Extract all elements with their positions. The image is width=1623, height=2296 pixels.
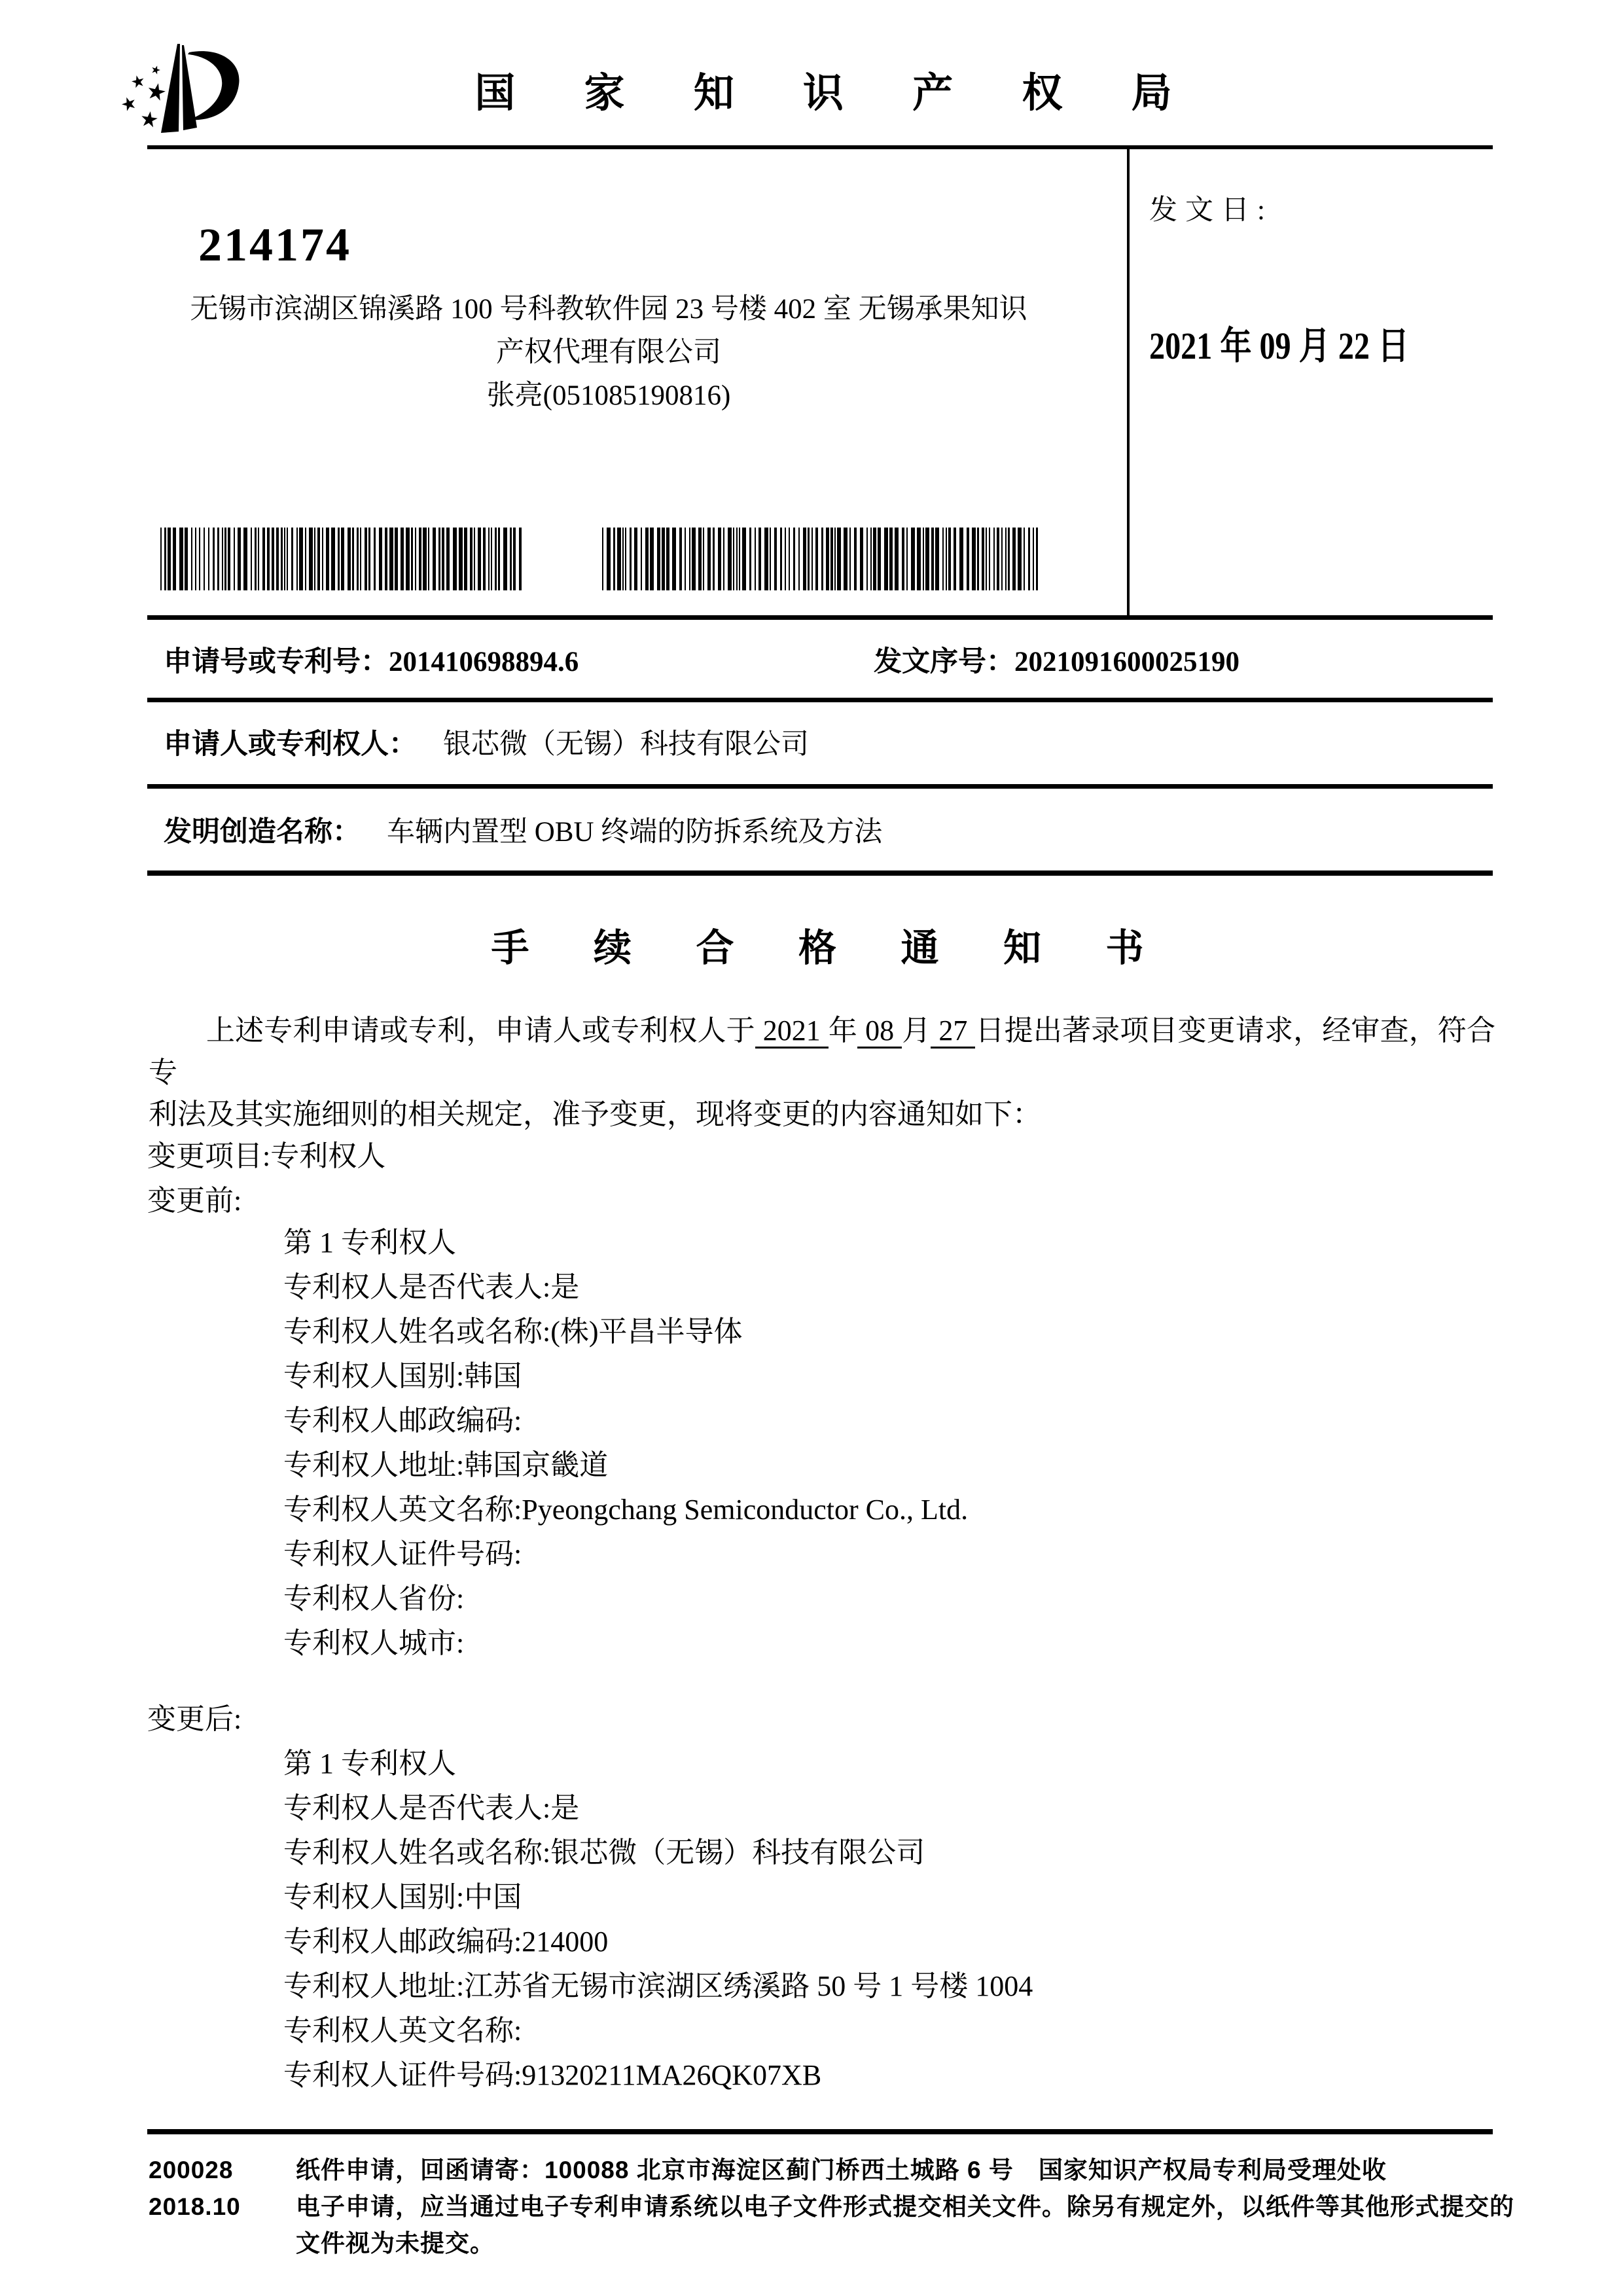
list-item: 专利权人地址:江苏省无锡市滨湖区绣溪路 50 号 1 号楼 1004: [283, 1970, 1033, 2002]
recipient-address-line2: 产权代理有限公司: [496, 337, 721, 368]
footer-note-line3: 文件视为未提交。: [296, 2230, 495, 2257]
header-rule: [147, 145, 1493, 149]
footer-rule: [147, 2129, 1493, 2134]
list-item: 专利权人城市:: [283, 1627, 465, 1659]
change-before-label: 变更前:: [147, 1185, 242, 1217]
list-item: 专利权人英文名称:: [283, 2015, 522, 2047]
change-request-year: 2021: [755, 1014, 829, 1049]
applicant-value: 银芯微（无锡）科技有限公司: [443, 729, 809, 760]
body-text: 日提出著录项目变更请求，经审查，符合专: [149, 1014, 1496, 1088]
rule-row2: [147, 784, 1493, 789]
body-paragraph: [149, 1010, 1495, 1136]
body-paragraph-line1: [149, 1010, 1495, 1094]
change-item-line: 变更项目:专利权人: [147, 1140, 386, 1172]
change-before-list: [283, 1221, 968, 1666]
issue-date-label: 发文日:: [1149, 195, 1273, 226]
list-item: 第 1 专利权人: [283, 1748, 456, 1780]
list-item: 专利权人姓名或名称:(株)平昌半导体: [283, 1316, 743, 1348]
footer-note-line2: 电子申请，应当通过电子专利申请系统以电子文件形式提交相关文件。除另有规定外，以纸件等其他形式提交的: [296, 2193, 1514, 2220]
recipient-name: 张亮(051085190816): [486, 380, 731, 411]
body-paragraph-line2: 利法及其实施细则的相关规定，准予变更，现将变更的内容通知如下：: [149, 1098, 1041, 1130]
rule-row1: [147, 698, 1493, 702]
list-item: 专利权人邮政编码:: [283, 1405, 522, 1437]
invention-title-row: [164, 818, 882, 846]
list-item: 专利权人姓名或名称:银芯微（无锡）科技有限公司: [283, 1837, 925, 1869]
list-item: 专利权人英文名称:Pyeongchang Semiconductor Co., Ltd.: [283, 1494, 969, 1526]
invention-title-label: 发明创造名称：: [164, 817, 361, 848]
applicant-row: [164, 730, 809, 759]
list-item: 专利权人证件号码:: [283, 1538, 522, 1570]
change-after-label: 变更后:: [147, 1703, 242, 1735]
barcode-right: [602, 528, 1042, 590]
body-text: 年: [828, 1014, 858, 1047]
change-after-list: [283, 1742, 1033, 2098]
list-item: 第 1 专利权人: [283, 1227, 456, 1259]
list-item: 专利权人证件号码:91320211MA26QK07XB: [283, 2059, 822, 2091]
application-number-value: 201410698894.6: [389, 647, 579, 677]
list-item: 专利权人是否代表人:是: [283, 1271, 580, 1303]
date-box-divider: [1127, 145, 1130, 618]
application-number-label: 申请号或专利号：: [164, 647, 389, 677]
body-text: 上述专利申请或专利，申请人或专利权人于: [206, 1014, 755, 1047]
footer-note-line1: 纸件申请，回函请寄：100088 北京市海淀区蓟门桥西土城路 6 号 国家知识产权局专利局受理处收: [296, 2157, 1387, 2183]
invention-title-value: 车辆内置型 OBU 终端的防拆系统及方法: [387, 817, 883, 848]
footer-form-version: 2018.10: [149, 2193, 241, 2220]
applicant-label: 申请人或专利权人：: [164, 729, 417, 760]
issue-date-value: 2021 年 09 月 22 日: [1149, 325, 1410, 367]
list-item: 专利权人地址:韩国京畿道: [283, 1449, 609, 1481]
list-item: 专利权人是否代表人:是: [283, 1792, 580, 1824]
list-item: 专利权人邮政编码:214000: [283, 1926, 609, 1958]
serial-number-row: [874, 648, 1240, 676]
body-text: 月: [902, 1014, 931, 1047]
barcode-left: [160, 528, 524, 590]
recipient-address-block: [151, 288, 1067, 418]
application-number-row: [164, 648, 579, 676]
rule-row3: [147, 870, 1493, 876]
list-item: 专利权人国别:韩国: [283, 1360, 522, 1392]
change-request-day: 27: [931, 1014, 975, 1049]
rule-below-barcodes: [147, 615, 1493, 620]
serial-number-label: 发文序号：: [874, 647, 1014, 677]
list-item: 专利权人省份:: [283, 1583, 465, 1615]
agency-title: 国 家 知 识 产 权 局: [474, 71, 1201, 116]
notice-code: 214174: [198, 219, 351, 271]
change-request-month: 08: [857, 1014, 902, 1049]
footer-form-code: 200028: [149, 2157, 234, 2183]
serial-number-value: 2021091600025190: [1014, 647, 1240, 677]
notice-title: 手 续 合 格 通 知 书: [491, 927, 1171, 969]
list-item: 专利权人国别:中国: [283, 1881, 522, 1913]
recipient-address-line1: 无锡市滨湖区锦溪路 100 号科教软件园 23 号楼 402 室 无锡承果知识: [190, 294, 1027, 325]
